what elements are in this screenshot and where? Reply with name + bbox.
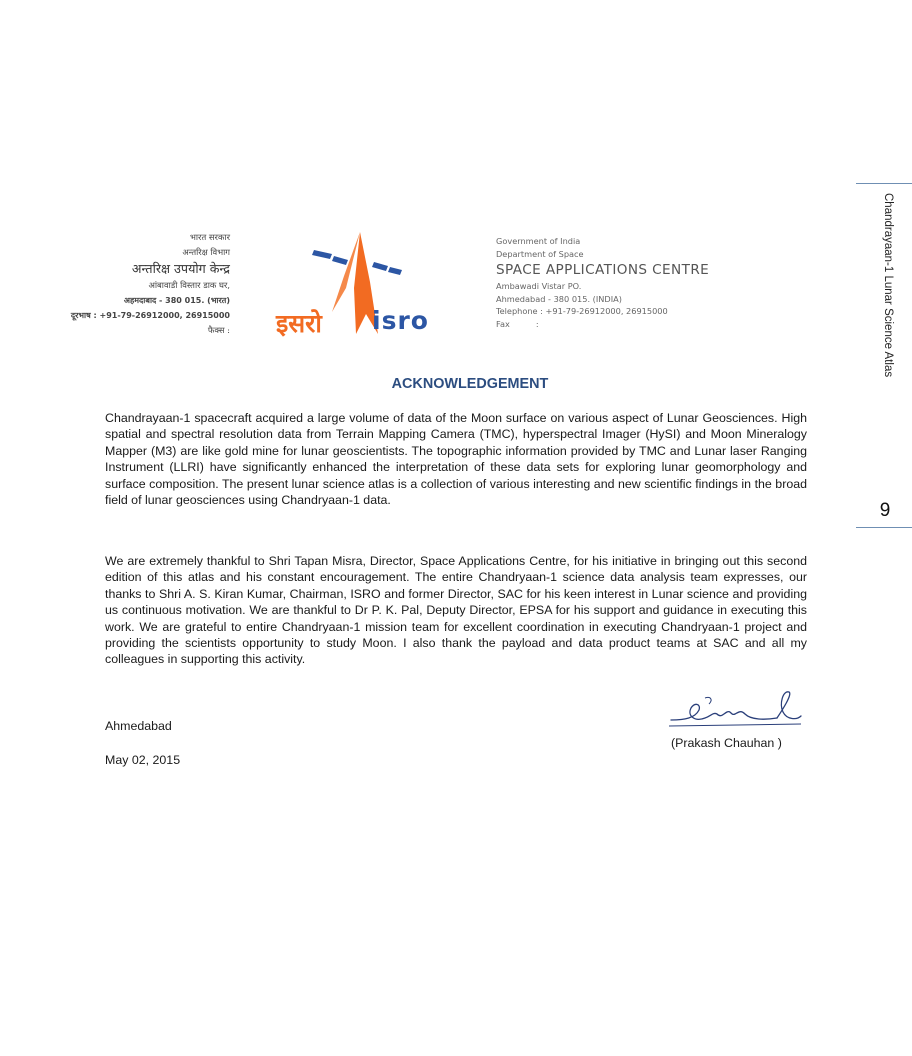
hindi-org: अन्तरिक्ष उपयोग केन्द्र <box>131 261 230 276</box>
letterhead-english <box>496 235 756 331</box>
page-heading: ACKNOWLEDGEMENT <box>391 376 549 392</box>
hindi-fax: फैक्स : <box>207 325 230 335</box>
closing-date: May 02, 2015 <box>105 753 181 767</box>
side-rule-bottom <box>856 527 912 528</box>
eng-org: SPACE APPLICATIONS CENTRE <box>496 262 710 279</box>
letterhead-hindi <box>40 230 230 338</box>
hindi-address1: आंबावाडी विस्तार डाक घर, <box>148 280 230 290</box>
hindi-phone: दूरभाष : +91-79-26912000, 26915000 <box>70 311 230 320</box>
eng-govt: Government of India <box>496 236 581 246</box>
page-number: 9 <box>879 500 891 521</box>
eng-phone: Telephone : +91-79-26912000, 26915000 <box>496 306 668 317</box>
hindi-address2: अहमदाबाद - 380 015. (भारत) <box>123 296 230 305</box>
paragraph-1: Chandrayaan-1 spacecraft acquired a large volume of data of the Moon surface on various aspect of Lunar Geosciences. High spatial and spectral resolution data from Terrain Mapping Camera (TMC), hyperspectral Imager (HySI) and Moon Mineralogy Mapper (M3) are like gold mine for lunar geoscientists. The topographic information provided by TMC and Lunar laser Ranging Instrument (LLRI) have significantly enhanced the interpretation of these data sets for exploring lunar geomorphology and surface composition. The present lunar science atlas is a collection of various interesting and new scientific findings in the broad field of lunar geosciences using Chandryaan-1 data. <box>105 411 807 508</box>
closing-place: Ahmedabad <box>105 719 172 733</box>
eng-dept: Department of Space <box>496 248 584 259</box>
signer-name: (Prakash Chauhan ) <box>671 736 782 750</box>
logo-english-wordmark: isro <box>372 306 429 335</box>
signature-icon <box>665 690 805 732</box>
hindi-dept: अन्तरिक्ष विभाग <box>182 247 230 257</box>
eng-fax: Fax : <box>496 318 539 329</box>
side-rule-top <box>856 183 912 184</box>
eng-address1: Ambawadi Vistar PO. <box>496 281 582 292</box>
hindi-govt: भारत सरकार <box>189 232 230 242</box>
eng-address2: Ahmedabad - 380 015. (INDIA) <box>496 293 622 304</box>
atlas-title: Chandrayaan-1 Lunar Science Atlas <box>882 193 894 378</box>
paragraph-2: We are extremely thankful to Shri Tapan Misra, Director, Space Applications Centre, for his initiative in bringing out this second edition of this atlas and his constant encouragement. The entire Chandryaan-1 science data analysis team expresses, our thanks to Shri A. S. Kiran Kumar, Chairman, ISRO and former Director, SAC for his keen interest in Lunar science and providing us continuous motivation. We are thankful to Dr P. K. Pal, Deputy Director, EPSA for his support and guidance in executing this work. We are grateful to entire Chandryaan-1 mission team for excellent coordination in executing Chandryaan-1 project and providing the scientists opportunity to study Moon. I also thank the payload and data product teams at SAC and all my colleagues in supporting this activity. <box>105 554 807 667</box>
logo-hindi-wordmark: इसरो <box>276 309 322 338</box>
